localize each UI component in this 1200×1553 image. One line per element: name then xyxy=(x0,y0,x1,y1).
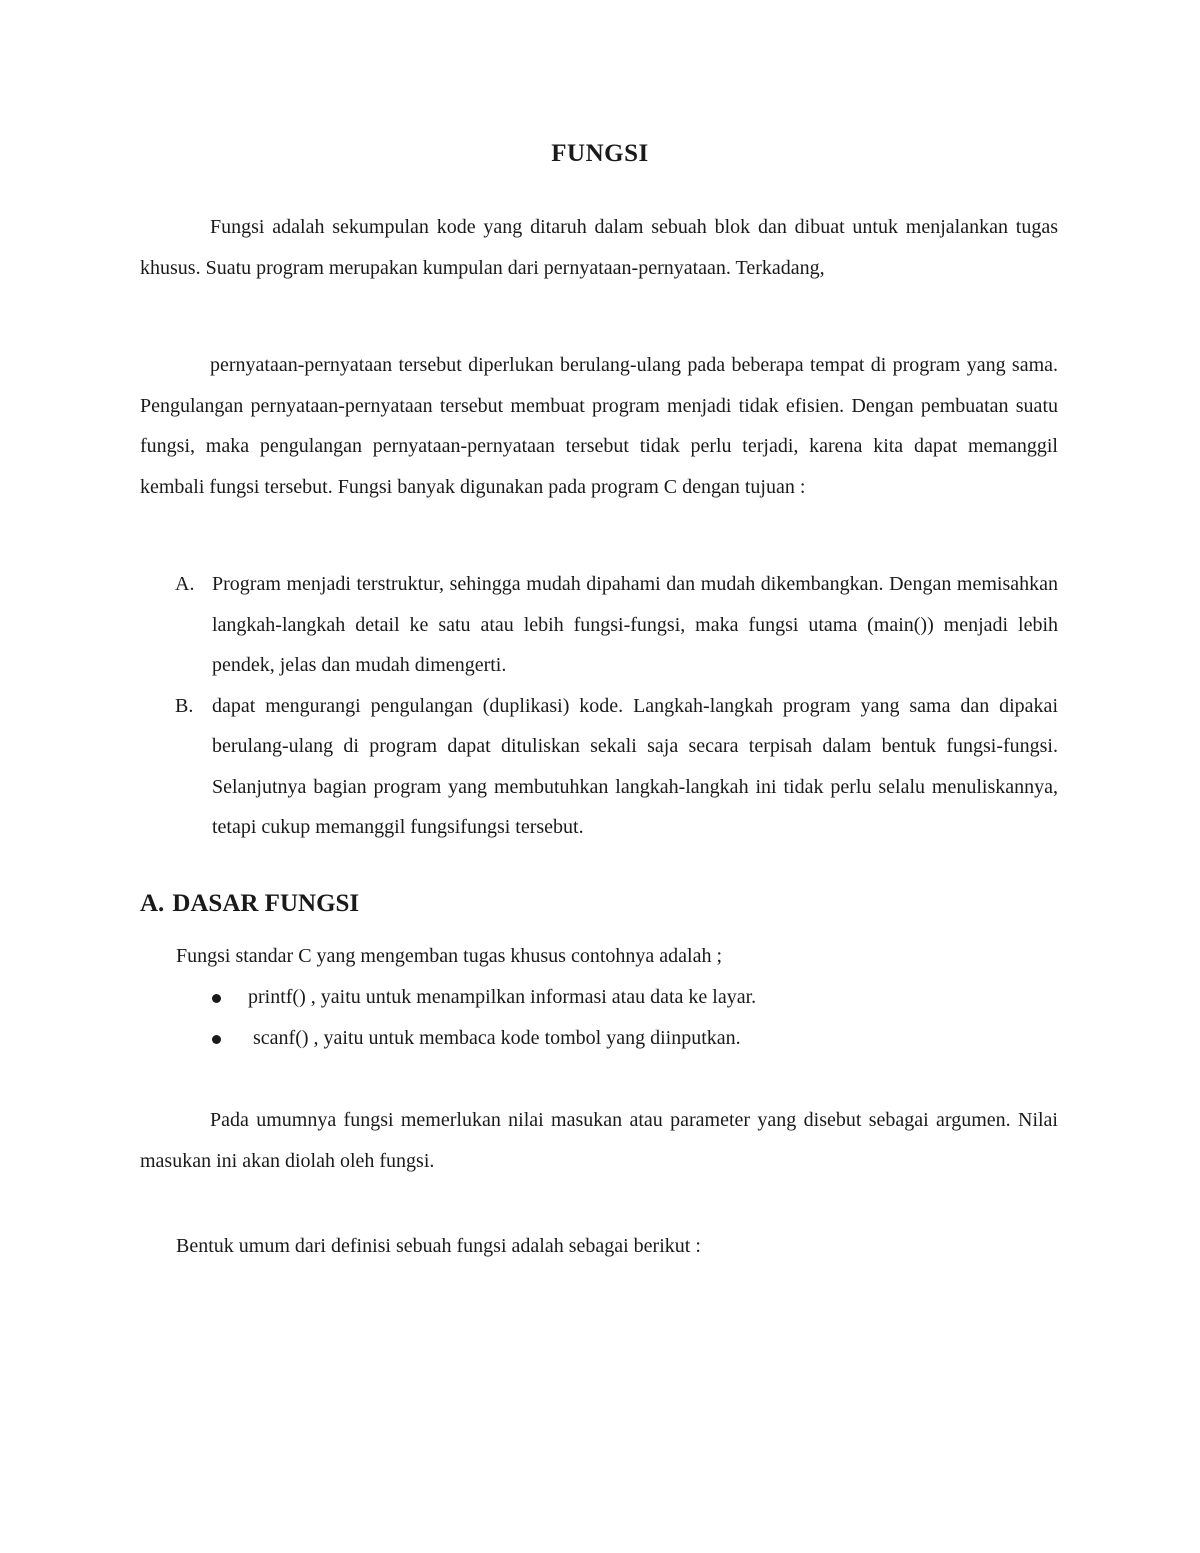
list-item-text: dapat mengurangi pengulangan (duplikasi) kode. Langkah-langkah program yang sama dan dipakai berulang-ulang di program dapat dituliskan sekali saja secara terpisah dalam bentuk fungsi-fungsi. Selanjutnya bagian program yang membutuhkan langkah-langkah ini tidak perlu selalu menuliskannya, tetapi cukup memanggil fungsifungsi tersebut. xyxy=(212,694,1058,838)
list-item xyxy=(140,564,1058,686)
list-item-text: printf() , yaitu untuk menampilkan informasi atau data ke layar. xyxy=(248,986,757,1008)
list-item xyxy=(140,686,1058,848)
list-item xyxy=(212,977,1058,1018)
function-examples-list xyxy=(212,977,1058,1058)
section-number: A. xyxy=(140,890,165,917)
section-intro: Fungsi standar C yang mengemban tugas khusus contohnya adalah ; xyxy=(176,945,723,967)
document-title: FUNGSI xyxy=(551,140,649,167)
list-marker: A. xyxy=(175,573,195,595)
list-item xyxy=(212,1018,1058,1059)
purpose-paragraph: pernyataan-pernyataan tersebut diperlukan berulang-ulang pada beberapa tempat di program yang sama. Pengulangan pernyataan-pernyataan tersebut membuat program menjadi tidak efisien. Dengan pembuatan suatu fungsi, maka pengulangan pernyataan-pernyataan tersebut tidak perlu terjadi, karena kita dapat memanggil kembali fungsi tersebut. Fungsi banyak digunakan pada program C dengan tujuan : xyxy=(140,354,1058,498)
section-heading xyxy=(140,890,359,918)
section-title: DASAR FUNGSI xyxy=(172,890,360,917)
bullet-icon xyxy=(212,1035,221,1044)
purpose-list xyxy=(140,564,1058,848)
bullet-icon xyxy=(212,994,221,1003)
intro-paragraph: Fungsi adalah sekumpulan kode yang ditaruh dalam sebuah blok dan dibuat untuk menjalankan tugas khusus. Suatu program merupakan kumpulan dari pernyataan-pernyataan. Terkadang, xyxy=(140,216,1058,279)
argument-paragraph: Pada umumnya fungsi memerlukan nilai masukan atau parameter yang disebut sebagai argumen. Nilai masukan ini akan diolah oleh fungsi. xyxy=(140,1109,1058,1172)
list-item-text: Program menjadi terstruktur, sehingga mudah dipahami dan mudah dikembangkan. Dengan memisahkan langkah-langkah detail ke satu atau lebih fungsi-fungsi, maka fungsi utama (main()) menjadi lebih pendek, jelas dan mudah dimengerti. xyxy=(212,573,1058,676)
list-marker: B. xyxy=(175,694,194,717)
closing-paragraph: Bentuk umum dari definisi sebuah fungsi adalah sebagai berikut : xyxy=(176,1235,701,1257)
list-item-text: scanf() , yaitu untuk membaca kode tombol yang diinputkan. xyxy=(248,1026,741,1049)
